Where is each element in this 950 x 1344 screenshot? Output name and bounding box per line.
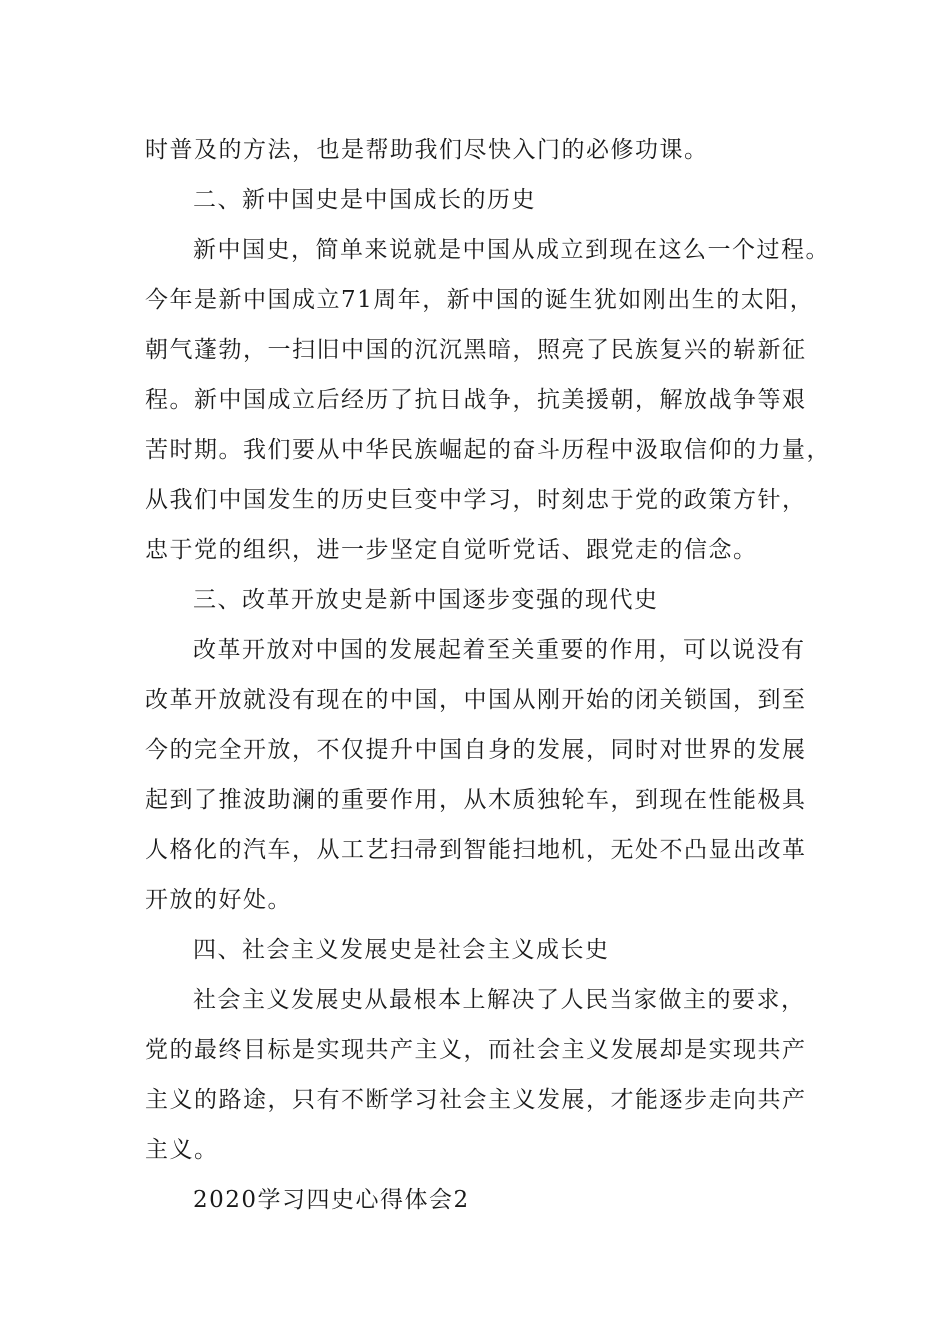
paragraph-line: 改革开放就没有现在的中国，中国从刚开始的闭关锁国，到至 bbox=[145, 687, 807, 713]
paragraph-line: 时普及的方法，也是帮助我们尽快入门的必修功课。 bbox=[145, 137, 709, 163]
paragraph-line: 主义。 bbox=[145, 1137, 219, 1163]
section-heading: 三、改革开放史是新中国逐步变强的现代史 bbox=[193, 587, 659, 613]
paragraph-line: 改革开放对中国的发展起着至关重要的作用，可以说没有 bbox=[193, 637, 806, 663]
paragraph-line: 开放的好处。 bbox=[145, 887, 292, 913]
paragraph-line: 人格化的汽车，从工艺扫帚到智能扫地机，无处不凸显出改革 bbox=[145, 837, 807, 863]
paragraph-line: 今年是新中国成立71周年，新中国的诞生犹如刚出生的太阳， bbox=[145, 287, 815, 313]
paragraph-line: 今的完全开放，不仅提升中国自身的发展，同时对世界的发展 bbox=[145, 737, 807, 763]
section-heading: 二、新中国史是中国成长的历史 bbox=[193, 187, 536, 213]
paragraph-line: 新中国史，简单来说就是中国从成立到现在这么一个过程。 bbox=[193, 237, 830, 263]
paragraph-line: 从我们中国发生的历史巨变中学习，时刻忠于党的政策方针， bbox=[145, 487, 807, 513]
section-heading: 四、社会主义发展史是社会主义成长史 bbox=[193, 937, 610, 963]
paragraph-line: 起到了推波助澜的重要作用，从木质独轮车，到现在性能极具 bbox=[145, 787, 807, 813]
document-title-heading: 2020学习四史心得体会2 bbox=[193, 1187, 470, 1213]
paragraph-line: 主义的路途，只有不断学习社会主义发展，才能逐步走向共产 bbox=[145, 1087, 807, 1113]
paragraph-line: 苦时期。我们要从中华民族崛起的奋斗历程中汲取信仰的力量， bbox=[145, 437, 831, 463]
paragraph-line: 党的最终目标是实现共产主义，而社会主义发展却是实现共产 bbox=[145, 1037, 807, 1063]
paragraph-line: 程。新中国成立后经历了抗日战争，抗美援朝，解放战争等艰 bbox=[145, 387, 807, 413]
paragraph-line: 社会主义发展史从最根本上解决了人民当家做主的要求， bbox=[193, 987, 806, 1013]
paragraph-line: 忠于党的组织，进一步坚定自觉听党话、跟党走的信念。 bbox=[145, 537, 758, 563]
paragraph-line: 朝气蓬勃，一扫旧中国的沉沉黑暗，照亮了民族复兴的崭新征 bbox=[145, 337, 807, 363]
